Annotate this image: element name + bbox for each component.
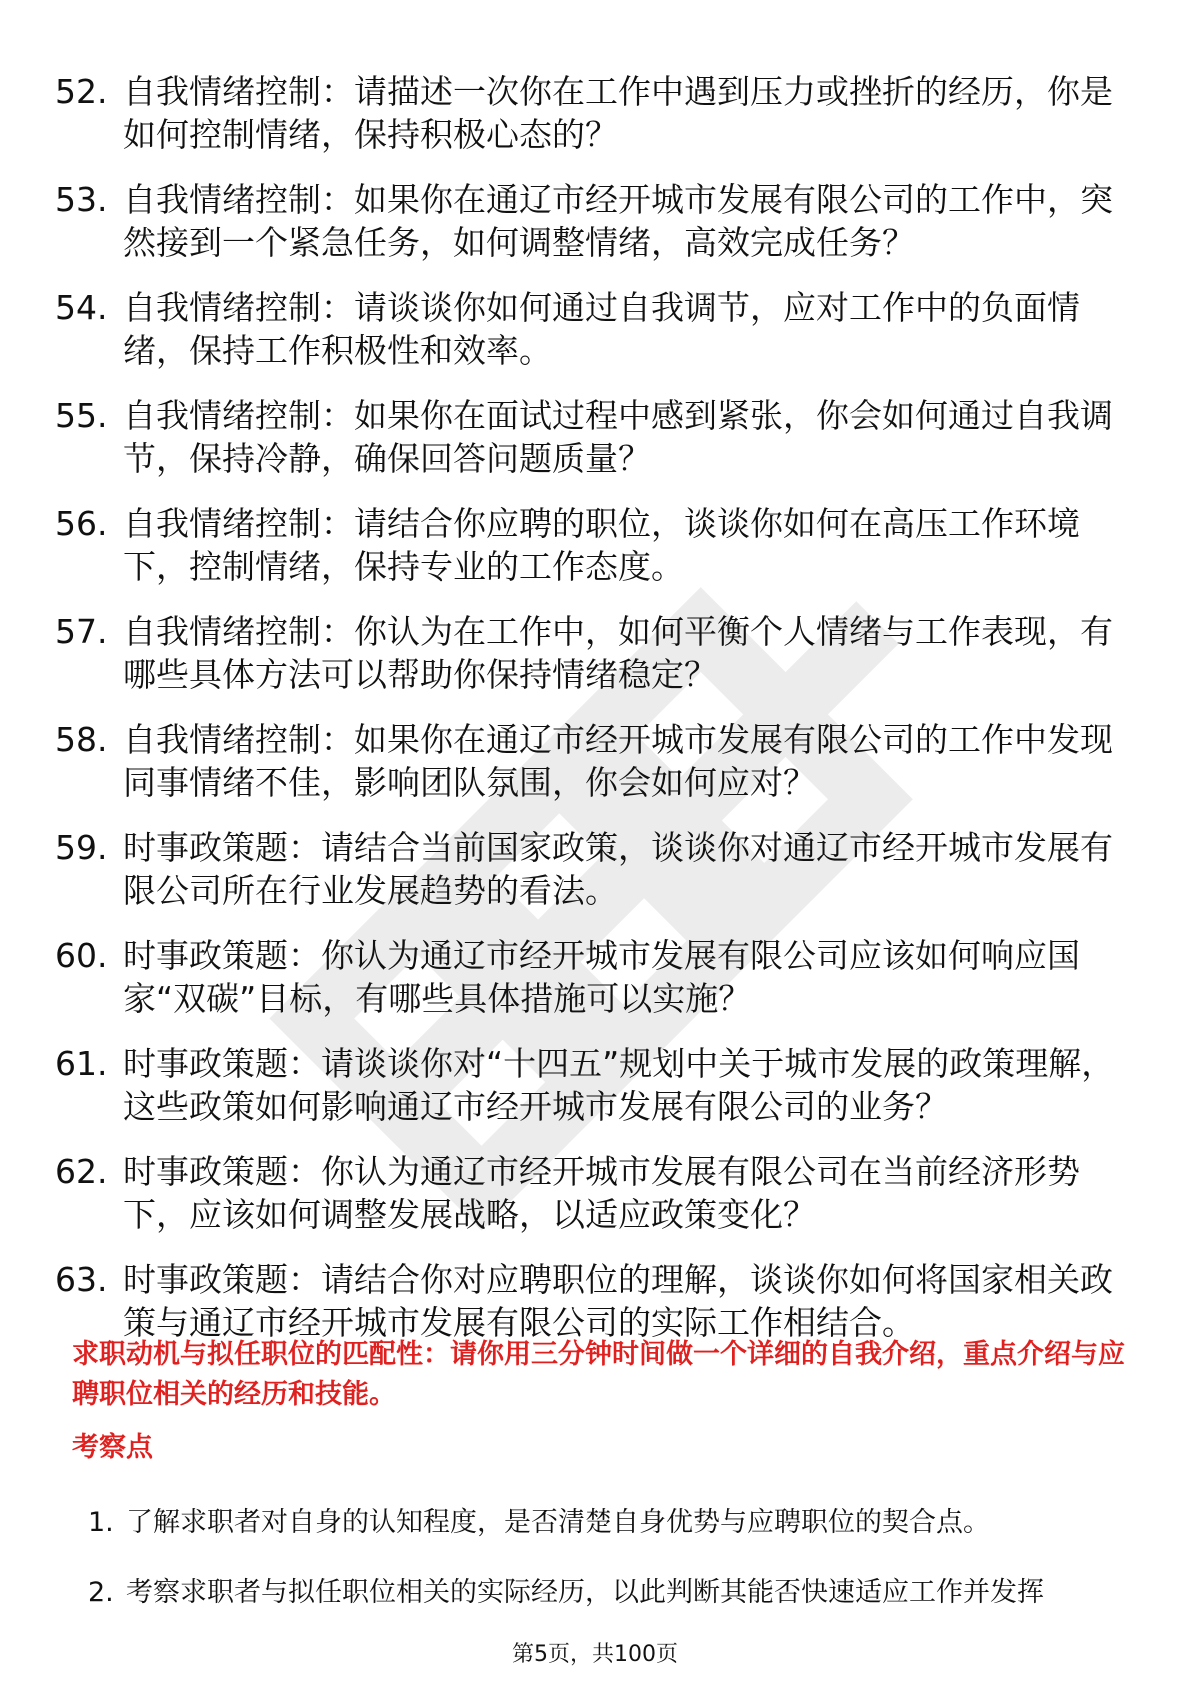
question-item bbox=[55, 1042, 1135, 1128]
question-text: 自我情绪控制：请谈谈你如何通过自我调节，应对工作中的负面情绪，保持工作积极性和效率。 bbox=[123, 288, 1080, 370]
question-number: 59. bbox=[55, 828, 108, 867]
question-text: 时事政策题：你认为通辽市经开城市发展有限公司在当前经济形势下，应该如何调整发展战略，以适应政策变化？ bbox=[123, 1152, 1080, 1234]
question-number: 55. bbox=[55, 396, 108, 435]
question-list bbox=[55, 70, 1135, 1366]
question-text: 时事政策题：请结合你对应聘职位的理解，谈谈你如何将国家相关政策与通辽市经开城市发展有限公司的实际工作相结合。 bbox=[123, 1260, 1113, 1342]
question-text: 时事政策题：请结合当前国家政策，谈谈你对通辽市经开城市发展有限公司所在行业发展趋势的看法。 bbox=[123, 828, 1113, 910]
assessment-point bbox=[88, 1575, 1128, 1611]
question-item bbox=[55, 718, 1135, 804]
question-item bbox=[55, 502, 1135, 588]
assessment-points-list bbox=[88, 1505, 1128, 1645]
question-item bbox=[55, 1258, 1135, 1344]
question-text: 时事政策题：请谈谈你对“十四五”规划中关于城市发展的政策理解，这些政策如何影响通辽市经开城市发展有限公司的业务？ bbox=[123, 1044, 1115, 1126]
question-text: 自我情绪控制：你认为在工作中，如何平衡个人情绪与工作表现，有哪些具体方法可以帮助你保持情绪稳定？ bbox=[123, 612, 1113, 694]
section-title: 考察点 bbox=[72, 1432, 153, 1463]
question-text: 自我情绪控制：请描述一次你在工作中遇到压力或挫折的经历，你是如何控制情绪，保持积极心态的？ bbox=[123, 72, 1113, 154]
question-number: 60. bbox=[55, 936, 108, 975]
question-number: 57. bbox=[55, 612, 108, 651]
question-number: 62. bbox=[55, 1152, 108, 1191]
question-item bbox=[55, 178, 1135, 264]
point-number: 1. bbox=[88, 1507, 114, 1538]
question-text: 自我情绪控制：请结合你应聘的职位，谈谈你如何在高压工作环境下，控制情绪，保持专业的工作态度。 bbox=[123, 504, 1080, 586]
point-number: 2. bbox=[88, 1577, 114, 1608]
question-item bbox=[55, 286, 1135, 372]
question-item bbox=[55, 70, 1135, 156]
question-item bbox=[55, 1150, 1135, 1236]
question-item bbox=[55, 826, 1135, 912]
question-text: 自我情绪控制：如果你在面试过程中感到紧张，你会如何通过自我调节，保持冷静，确保回答问题质量？ bbox=[123, 396, 1113, 478]
question-text: 自我情绪控制：如果你在通辽市经开城市发展有限公司的工作中发现同事情绪不佳，影响团队氛围，你会如何应对？ bbox=[123, 720, 1113, 802]
question-text: 自我情绪控制：如果你在通辽市经开城市发展有限公司的工作中，突然接到一个紧急任务，如何调整情绪，高效完成任务？ bbox=[123, 180, 1113, 262]
question-number: 56. bbox=[55, 504, 108, 543]
question-item bbox=[55, 394, 1135, 480]
page-footer: 第5页，共100页 bbox=[512, 1642, 678, 1667]
point-text: 了解求职者对自身的认知程度，是否清楚自身优势与应聘职位的契合点。 bbox=[126, 1507, 990, 1538]
question-text: 时事政策题：你认为通辽市经开城市发展有限公司应该如何响应国家“双碳”目标，有哪些具体措施可以实施？ bbox=[123, 936, 1080, 1018]
point-text: 考察求职者与拟任职位相关的实际经历，以此判断其能否快速适应工作并发挥 bbox=[126, 1577, 1044, 1608]
question-number: 63. bbox=[55, 1260, 108, 1299]
highlighted-question: 求职动机与拟任职位的匹配性：请你用三分钟时间做一个详细的自我介绍，重点介绍与应聘职位相关的经历和技能。 bbox=[72, 1339, 1125, 1410]
question-item bbox=[55, 610, 1135, 696]
question-item bbox=[55, 934, 1135, 1020]
assessment-point bbox=[88, 1505, 1128, 1541]
question-number: 54. bbox=[55, 288, 108, 327]
question-number: 58. bbox=[55, 720, 108, 759]
question-number: 61. bbox=[55, 1044, 108, 1083]
question-number: 52. bbox=[55, 72, 108, 111]
question-number: 53. bbox=[55, 180, 108, 219]
